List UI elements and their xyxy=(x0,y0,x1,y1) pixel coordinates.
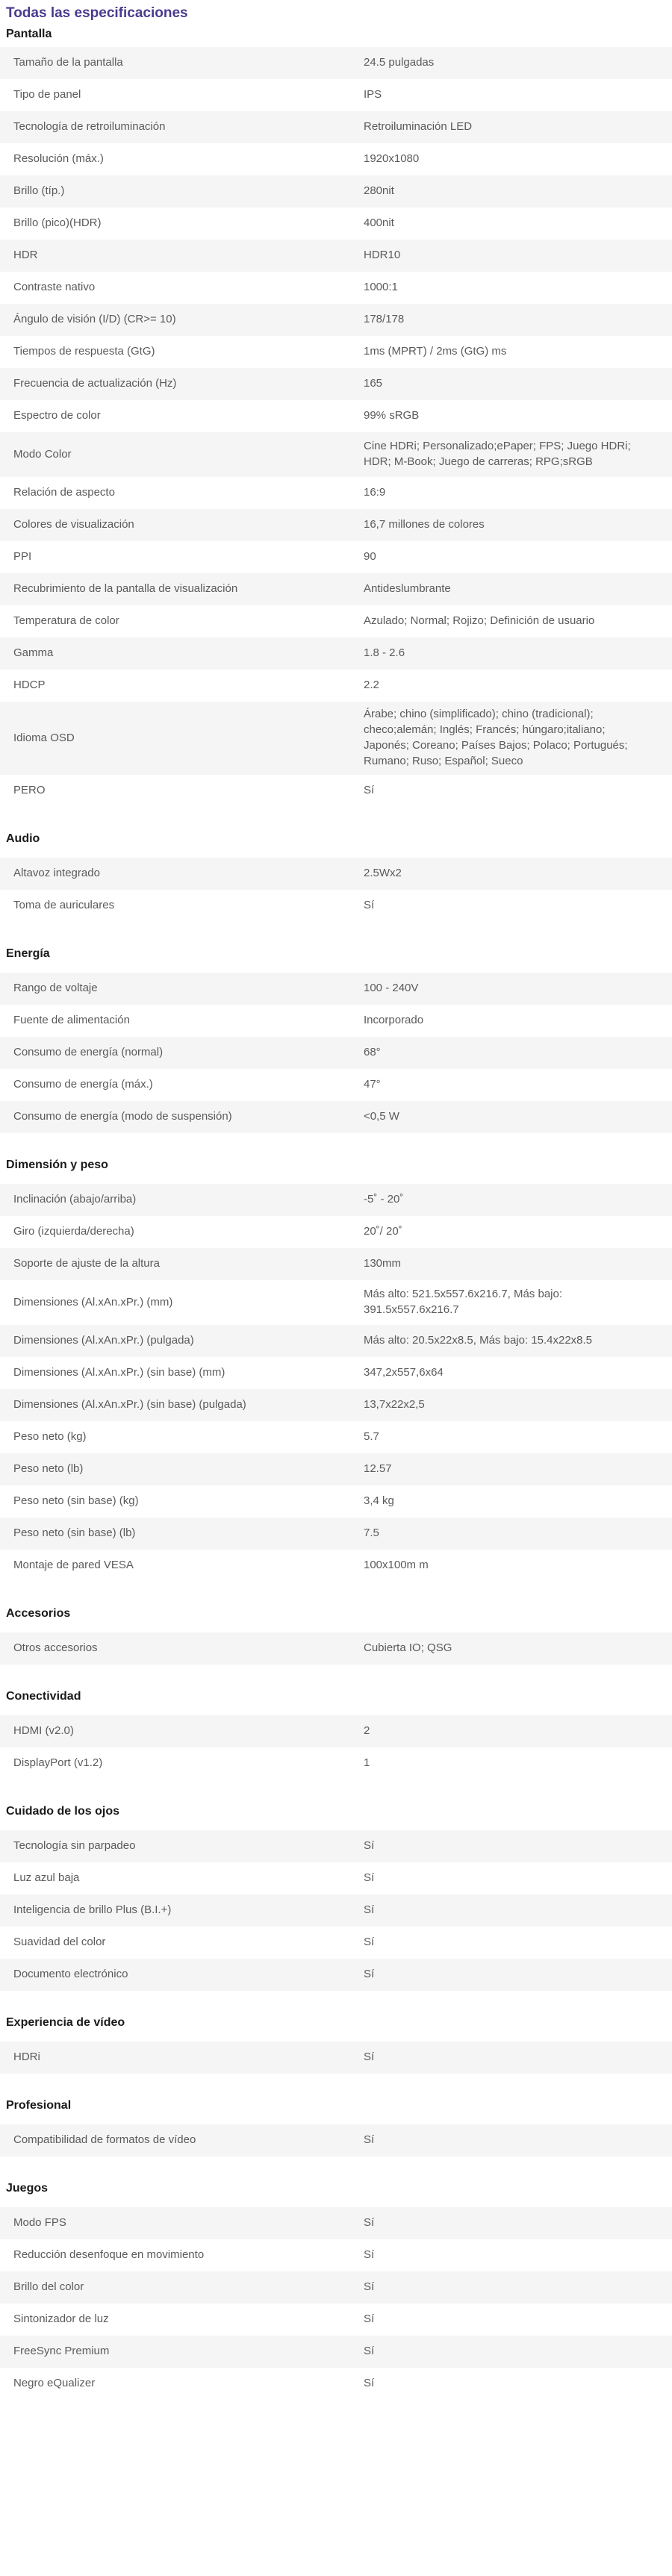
spec-section xyxy=(0,1685,672,1780)
spec-row xyxy=(0,47,672,79)
spec-value: 2 xyxy=(364,1724,370,1737)
spec-value: 130mm xyxy=(364,1257,402,1270)
spec-value: HDR10 xyxy=(364,249,401,261)
spec-label: Giro (izquierda/derecha) xyxy=(13,1225,134,1238)
spec-value: 165 xyxy=(364,377,383,390)
spec-row xyxy=(0,272,672,304)
spec-label: Espectro de color xyxy=(13,409,101,422)
spec-label: Sintonizador de luz xyxy=(13,2313,109,2325)
spec-row xyxy=(0,304,672,336)
spec-row xyxy=(0,2368,672,2400)
spec-row xyxy=(0,477,672,509)
spec-row xyxy=(0,1101,672,1133)
spec-row xyxy=(0,432,672,477)
spec-row xyxy=(0,1325,672,1357)
spec-label: Luz azul baja xyxy=(13,1871,80,1884)
spec-row xyxy=(0,2124,672,2156)
spec-value: 13,7x22x2,5 xyxy=(364,1398,425,1411)
spec-value: 12.57 xyxy=(364,1462,392,1475)
spec-row xyxy=(0,1715,672,1747)
spec-row xyxy=(0,1389,672,1421)
spec-value: 20˚/ 20˚ xyxy=(364,1225,402,1238)
spec-value: Sí xyxy=(364,1903,375,1916)
section-title: Profesional xyxy=(6,2099,72,2112)
spec-label: Compatibilidad de formatos de vídeo xyxy=(13,2133,196,2146)
spec-row xyxy=(0,775,672,807)
spec-label: HDRi xyxy=(13,2050,40,2063)
spec-row xyxy=(0,509,672,541)
spec-value: Sí xyxy=(364,2280,375,2293)
spec-label: FreeSync Premium xyxy=(13,2345,110,2357)
spec-value: Sí xyxy=(364,899,375,911)
spec-value: Sí xyxy=(364,2050,375,2063)
spec-value: 3,4 kg xyxy=(364,1494,394,1507)
spec-value: 100x100m m xyxy=(364,1559,429,1571)
spec-value: Incorporado xyxy=(364,1014,424,1026)
spec-value: Sí xyxy=(364,1871,375,1884)
spec-row xyxy=(0,1280,672,1325)
spec-label: Colores de visualización xyxy=(13,518,134,531)
spec-label: Altavoz integrado xyxy=(13,867,100,879)
spec-row xyxy=(0,1959,672,1991)
spec-row xyxy=(0,175,672,208)
spec-label: Gamma xyxy=(13,646,54,659)
spec-row xyxy=(0,1485,672,1518)
spec-section xyxy=(0,943,672,1133)
spec-label: Consumo de energía (máx.) xyxy=(13,1078,153,1091)
spec-row xyxy=(0,2207,672,2239)
spec-value: 2.2 xyxy=(364,679,379,691)
spec-row xyxy=(0,2042,672,2074)
spec-value: <0,5 W xyxy=(364,1110,399,1123)
spec-label: Tipo de panel xyxy=(13,88,81,101)
spec-label: HDR xyxy=(13,249,38,261)
spec-value: 1000:1 xyxy=(364,281,398,293)
spec-label: Toma de auriculares xyxy=(13,899,115,911)
spec-label: Tecnología de retroiluminación xyxy=(13,120,166,133)
spec-row xyxy=(0,111,672,143)
spec-label: Tamaño de la pantalla xyxy=(13,56,123,69)
spec-label: Fuente de alimentación xyxy=(13,1014,130,1026)
spec-value: 5.7 xyxy=(364,1430,379,1443)
spec-row xyxy=(0,208,672,240)
spec-row xyxy=(0,1184,672,1216)
spec-value: Sí xyxy=(364,2216,375,2229)
spec-value: Antideslumbrante xyxy=(364,582,451,595)
spec-value: Cine HDRi; Personalizado;ePaper; FPS; Juego HDRi; HDR; M-Book; Juego de carreras; RPG;sRGB xyxy=(364,440,631,468)
spec-label: Peso neto (lb) xyxy=(13,1462,84,1475)
section-title: Dimensión y peso xyxy=(6,1158,108,1171)
spec-label: PPI xyxy=(13,550,32,563)
spec-label: Ángulo de visión (I/D) (CR>= 10) xyxy=(13,313,176,325)
spec-row xyxy=(0,1037,672,1069)
spec-value: Árabe; chino (simplificado); chino (tradicional); checo;alemán; Inglés; Francés; húngaro;italiano; Japonés; Coreano; Países Bajos; Polaco; Portugués; Rumano; Ruso; Español; Sueco xyxy=(364,708,628,767)
spec-value: 1ms (MPRT) / 2ms (GtG) ms xyxy=(364,345,507,358)
spec-sections xyxy=(0,23,672,2400)
spec-section xyxy=(0,1154,672,1582)
spec-label: Inclinación (abajo/arriba) xyxy=(13,1193,137,1206)
spec-label: HDMI (v2.0) xyxy=(13,1724,74,1737)
section-title: Pantalla xyxy=(6,28,52,40)
spec-row xyxy=(0,1747,672,1780)
spec-table xyxy=(0,973,672,1133)
spec-label: Dimensiones (Al.xAn.xPr.) (sin base) (mm) xyxy=(13,1366,225,1379)
spec-section xyxy=(0,23,672,807)
spec-row xyxy=(0,858,672,890)
spec-label: Relación de aspecto xyxy=(13,486,115,499)
spec-value: Sí xyxy=(364,784,375,796)
spec-value: Retroiluminación LED xyxy=(364,120,473,133)
spec-label: Frecuencia de actualización (Hz) xyxy=(13,377,177,390)
spec-table xyxy=(0,2042,672,2074)
spec-row xyxy=(0,670,672,702)
spec-table xyxy=(0,858,672,922)
spec-value: 100 - 240V xyxy=(364,982,419,994)
spec-row xyxy=(0,2239,672,2271)
spec-label: Otros accesorios xyxy=(13,1641,98,1654)
spec-label: Brillo del color xyxy=(13,2280,84,2293)
spec-label: Rango de voltaje xyxy=(13,982,98,994)
section-title: Accesorios xyxy=(6,1607,71,1620)
spec-row xyxy=(0,1421,672,1453)
spec-label: PERO xyxy=(13,784,46,796)
spec-row xyxy=(0,973,672,1005)
spec-label: Resolución (máx.) xyxy=(13,152,104,165)
spec-value: 1 xyxy=(364,1756,370,1769)
spec-row xyxy=(0,1069,672,1101)
spec-value: Más alto: 20.5x22x8.5, Más bajo: 15.4x22x8.5 xyxy=(364,1334,593,1347)
spec-label: Negro eQualizer xyxy=(13,2377,96,2389)
spec-row xyxy=(0,573,672,605)
spec-value: Sí xyxy=(364,2377,375,2389)
section-title: Energía xyxy=(6,947,50,960)
spec-value: 16:9 xyxy=(364,486,386,499)
spec-value: 90 xyxy=(364,550,376,563)
spec-value: Sí xyxy=(364,2133,375,2146)
spec-label: Dimensiones (Al.xAn.xPr.) (pulgada) xyxy=(13,1334,194,1347)
spec-row xyxy=(0,1862,672,1894)
spec-row xyxy=(0,637,672,670)
spec-label: Modo Color xyxy=(13,447,72,461)
spec-value: Sí xyxy=(364,1936,375,1948)
spec-row xyxy=(0,1005,672,1037)
spec-table xyxy=(0,2124,672,2156)
spec-row xyxy=(0,1550,672,1582)
spec-label: Idioma OSD xyxy=(13,731,75,744)
spec-row xyxy=(0,605,672,637)
spec-value: 347,2x557,6x64 xyxy=(364,1366,444,1379)
spec-row xyxy=(0,2304,672,2336)
spec-value: 280nit xyxy=(364,184,394,197)
spec-label: Temperatura de color xyxy=(13,614,119,627)
spec-row xyxy=(0,1632,672,1665)
spec-section xyxy=(0,2177,672,2400)
spec-row xyxy=(0,1357,672,1389)
spec-row xyxy=(0,1894,672,1927)
section-title: Audio xyxy=(6,832,40,845)
spec-value: 400nit xyxy=(364,216,394,229)
spec-section xyxy=(0,2095,672,2156)
spec-row xyxy=(0,1248,672,1280)
spec-label: Soporte de ajuste de la altura xyxy=(13,1257,160,1270)
spec-label: Reducción desenfoque en movimiento xyxy=(13,2248,205,2261)
spec-label: Brillo (típ.) xyxy=(13,184,65,197)
spec-label: Peso neto (sin base) (lb) xyxy=(13,1526,136,1539)
spec-value: 7.5 xyxy=(364,1526,379,1539)
spec-row xyxy=(0,336,672,368)
spec-row xyxy=(0,1518,672,1550)
spec-label: Contraste nativo xyxy=(13,281,96,293)
spec-value: 1920x1080 xyxy=(364,152,420,165)
spec-row xyxy=(0,890,672,922)
spec-table xyxy=(0,1632,672,1665)
spec-label: Peso neto (kg) xyxy=(13,1430,87,1443)
spec-table xyxy=(0,1830,672,1991)
spec-label: Inteligencia de brillo Plus (B.I.+) xyxy=(13,1903,172,1916)
spec-section xyxy=(0,2012,672,2074)
spec-value: 2.5Wx2 xyxy=(364,867,402,879)
spec-value: 178/178 xyxy=(364,313,405,325)
spec-row xyxy=(0,1216,672,1248)
spec-row xyxy=(0,368,672,400)
spec-value: Más alto: 521.5x557.6x216.7, Más bajo: 391.5x557.6x216.7 xyxy=(364,1288,563,1316)
spec-section xyxy=(0,1800,672,1991)
spec-label: Modo FPS xyxy=(13,2216,66,2229)
spec-row xyxy=(0,1927,672,1959)
spec-value: Azulado; Normal; Rojizo; Definición de usuario xyxy=(364,614,595,627)
spec-table xyxy=(0,1184,672,1582)
spec-label: Tecnología sin parpadeo xyxy=(13,1839,136,1852)
spec-row xyxy=(0,400,672,432)
spec-label: HDCP xyxy=(13,679,46,691)
spec-value: Sí xyxy=(364,1968,375,1980)
spec-row xyxy=(0,1453,672,1485)
spec-row xyxy=(0,143,672,175)
spec-section xyxy=(0,1603,672,1665)
page-title: Todas las especificaciones xyxy=(6,5,188,21)
spec-value: Sí xyxy=(364,2248,375,2261)
spec-value: -5˚ - 20˚ xyxy=(364,1193,404,1206)
spec-label: Dimensiones (Al.xAn.xPr.) (mm) xyxy=(13,1295,173,1309)
spec-label: Montaje de pared VESA xyxy=(13,1559,134,1571)
spec-table xyxy=(0,1715,672,1780)
spec-section xyxy=(0,828,672,922)
spec-table xyxy=(0,47,672,807)
spec-row xyxy=(0,1830,672,1862)
spec-value: 24.5 pulgadas xyxy=(364,56,435,69)
section-title: Juegos xyxy=(6,2182,49,2195)
spec-label: Brillo (pico)(HDR) xyxy=(13,216,102,229)
spec-value: IPS xyxy=(364,88,382,101)
spec-row xyxy=(0,240,672,272)
spec-label: DisplayPort (v1.2) xyxy=(13,1756,103,1769)
spec-value: Cubierta IO; QSG xyxy=(364,1641,452,1654)
spec-value: 68° xyxy=(364,1046,381,1058)
spec-row xyxy=(0,2271,672,2304)
spec-label: Recubrimiento de la pantalla de visualización xyxy=(13,582,238,595)
spec-row xyxy=(0,702,672,775)
section-title: Cuidado de los ojos xyxy=(6,1805,120,1818)
spec-value: 47° xyxy=(364,1078,381,1091)
spec-label: Consumo de energía (modo de suspensión) xyxy=(13,1110,232,1123)
spec-value: 16,7 millones de colores xyxy=(364,518,485,531)
spec-value: 1.8 - 2.6 xyxy=(364,646,405,659)
section-title: Conectividad xyxy=(6,1690,81,1703)
spec-value: Sí xyxy=(364,2313,375,2325)
spec-label: Suavidad del color xyxy=(13,1936,106,1948)
spec-row xyxy=(0,541,672,573)
spec-row xyxy=(0,79,672,111)
spec-value: Sí xyxy=(364,1839,375,1852)
spec-label: Documento electrónico xyxy=(13,1968,128,1980)
spec-label: Consumo de energía (normal) xyxy=(13,1046,164,1058)
spec-value: Sí xyxy=(364,2345,375,2357)
spec-row xyxy=(0,2336,672,2368)
spec-label: Tiempos de respuesta (GtG) xyxy=(13,345,155,358)
spec-value: 99% sRGB xyxy=(364,409,420,422)
section-title: Experiencia de vídeo xyxy=(6,2016,125,2029)
spec-label: Peso neto (sin base) (kg) xyxy=(13,1494,139,1507)
spec-label: Dimensiones (Al.xAn.xPr.) (sin base) (pulgada) xyxy=(13,1398,246,1411)
spec-table xyxy=(0,2207,672,2400)
